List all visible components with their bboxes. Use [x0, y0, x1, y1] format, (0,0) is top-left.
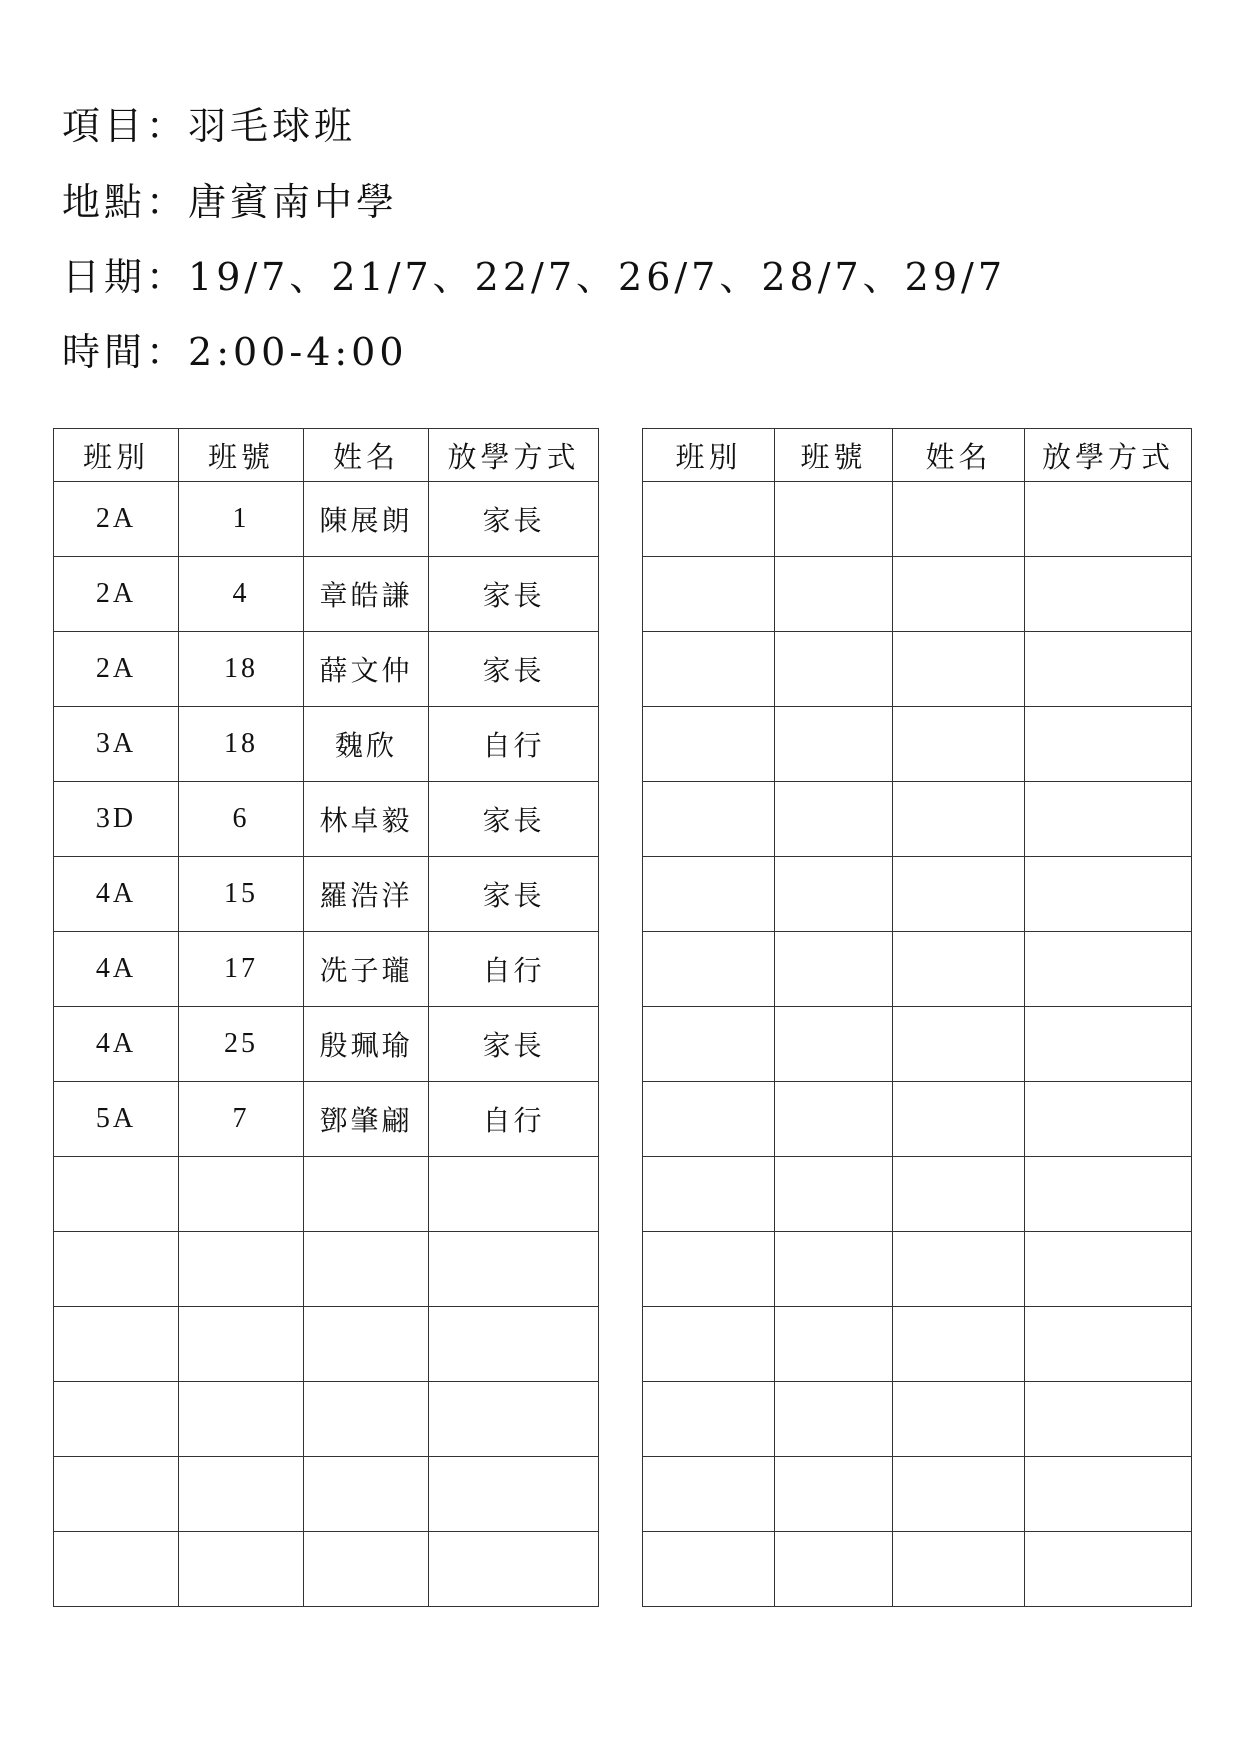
- table-row: [643, 707, 1192, 782]
- cell-name: [893, 1457, 1025, 1532]
- cell-class-number: [775, 1007, 893, 1082]
- cell-dismissal: [429, 1232, 599, 1307]
- cell-dismissal: [1025, 1532, 1192, 1607]
- table-row: [54, 1082, 599, 1157]
- cell-dismissal: 家長: [429, 557, 599, 632]
- cell-class-number: [179, 1532, 304, 1607]
- cell-dismissal: [429, 1457, 599, 1532]
- cell-name: [893, 857, 1025, 932]
- cell-name: 冼子瓏: [304, 932, 429, 1007]
- cell-class-number: [179, 1232, 304, 1307]
- cell-name: [893, 1532, 1025, 1607]
- cell-class: [54, 1232, 179, 1307]
- cell-class: [643, 1157, 775, 1232]
- table-row: [54, 1382, 599, 1457]
- cell-class-number: 1: [179, 482, 304, 557]
- cell-class-number: [775, 632, 893, 707]
- project-value: 羽毛球班: [188, 104, 357, 148]
- cell-class: [54, 1532, 179, 1607]
- cell-name: 章皓謙: [304, 557, 429, 632]
- table-row: [643, 932, 1192, 1007]
- cell-class-number: [775, 1082, 893, 1157]
- cell-dismissal: [429, 1157, 599, 1232]
- cell-class: [643, 1007, 775, 1082]
- table-row: [643, 1307, 1192, 1382]
- cell-class: [643, 707, 775, 782]
- table-row: [643, 632, 1192, 707]
- table-header-row: [54, 429, 599, 482]
- location-label: 地點：: [62, 180, 189, 224]
- cell-class: [643, 557, 775, 632]
- header-class: 班別: [54, 429, 179, 482]
- table-row: [54, 707, 599, 782]
- project-label: 項目：: [62, 104, 189, 148]
- cell-dismissal: 家長: [429, 857, 599, 932]
- table-row: [54, 932, 599, 1007]
- table-row: [643, 1457, 1192, 1532]
- cell-class-number: [775, 1532, 893, 1607]
- table-row: [643, 1157, 1192, 1232]
- cell-class-number: [775, 1382, 893, 1457]
- cell-class: 4A: [54, 1007, 179, 1082]
- cell-dismissal: [1025, 1082, 1192, 1157]
- cell-name: [893, 707, 1025, 782]
- cell-class: [54, 1157, 179, 1232]
- cell-dismissal: [1025, 632, 1192, 707]
- cell-class-number: 15: [179, 857, 304, 932]
- cell-name: [893, 632, 1025, 707]
- cell-dismissal: [1025, 1382, 1192, 1457]
- cell-name: [893, 932, 1025, 1007]
- table-row: [54, 482, 599, 557]
- cell-class-number: 4: [179, 557, 304, 632]
- table-row: [54, 782, 599, 857]
- cell-class: 2A: [54, 482, 179, 557]
- table-row: [54, 1232, 599, 1307]
- cell-dismissal: [1025, 707, 1192, 782]
- cell-name: [304, 1157, 429, 1232]
- cell-class-number: [775, 1307, 893, 1382]
- cell-class: [643, 1532, 775, 1607]
- cell-dismissal: [429, 1307, 599, 1382]
- cell-name: 薛文仲: [304, 632, 429, 707]
- cell-class-number: 7: [179, 1082, 304, 1157]
- header-dismissal: 放學方式: [429, 429, 599, 482]
- cell-name: [304, 1532, 429, 1607]
- cell-dismissal: 家長: [429, 632, 599, 707]
- cell-name: [304, 1457, 429, 1532]
- dates-line: [62, 255, 1007, 299]
- location-line: [62, 180, 399, 224]
- cell-class: 4A: [54, 857, 179, 932]
- table-row: [54, 1457, 599, 1532]
- cell-class-number: [179, 1157, 304, 1232]
- cell-dismissal: [429, 1382, 599, 1457]
- cell-class-number: [775, 932, 893, 1007]
- cell-dismissal: [1025, 932, 1192, 1007]
- cell-name: 殷珮瑜: [304, 1007, 429, 1082]
- table-row: [643, 1532, 1192, 1607]
- cell-dismissal: [1025, 1457, 1192, 1532]
- cell-class: [643, 632, 775, 707]
- cell-class-number: [775, 782, 893, 857]
- cell-class-number: 18: [179, 707, 304, 782]
- table-row: [643, 482, 1192, 557]
- cell-class-number: [179, 1307, 304, 1382]
- header-class-number: 班號: [775, 429, 893, 482]
- cell-dismissal: [429, 1532, 599, 1607]
- cell-class: [643, 857, 775, 932]
- time-value: 2:00-4:00: [188, 330, 408, 374]
- cell-class: [643, 1232, 775, 1307]
- cell-dismissal: [1025, 557, 1192, 632]
- cell-class: 3D: [54, 782, 179, 857]
- cell-dismissal: [1025, 1007, 1192, 1082]
- cell-name: [893, 482, 1025, 557]
- table-row: [643, 1082, 1192, 1157]
- cell-class: [643, 932, 775, 1007]
- table-row: [643, 1382, 1192, 1457]
- cell-class-number: [179, 1457, 304, 1532]
- table-row: [54, 1007, 599, 1082]
- cell-name: [893, 1157, 1025, 1232]
- cell-dismissal: 家長: [429, 482, 599, 557]
- cell-name: 陳展朗: [304, 482, 429, 557]
- table-row: [54, 1307, 599, 1382]
- cell-dismissal: [1025, 1307, 1192, 1382]
- header-class-number: 班號: [179, 429, 304, 482]
- cell-dismissal: [1025, 482, 1192, 557]
- cell-dismissal: [1025, 1232, 1192, 1307]
- student-roster-table-left: [53, 428, 599, 1607]
- cell-dismissal: 自行: [429, 932, 599, 1007]
- cell-dismissal: 家長: [429, 782, 599, 857]
- cell-name: [893, 1232, 1025, 1307]
- cell-name: [893, 1307, 1025, 1382]
- cell-class: [643, 1307, 775, 1382]
- cell-class-number: [775, 707, 893, 782]
- header-name: 姓名: [893, 429, 1025, 482]
- cell-name: 羅浩洋: [304, 857, 429, 932]
- cell-class-number: 18: [179, 632, 304, 707]
- dates-label: 日期：: [62, 255, 189, 299]
- table-row: [643, 857, 1192, 932]
- cell-class-number: [775, 857, 893, 932]
- cell-class: [643, 482, 775, 557]
- cell-class-number: [775, 1157, 893, 1232]
- cell-class-number: [775, 1457, 893, 1532]
- cell-dismissal: [1025, 857, 1192, 932]
- student-roster-table-right: [642, 428, 1192, 1607]
- cell-class: [54, 1382, 179, 1457]
- table-row: [54, 557, 599, 632]
- cell-class-number: [775, 1232, 893, 1307]
- cell-name: [893, 1007, 1025, 1082]
- cell-class-number: 6: [179, 782, 304, 857]
- cell-name: 鄧肇翩: [304, 1082, 429, 1157]
- cell-class: [643, 1382, 775, 1457]
- cell-class-number: 25: [179, 1007, 304, 1082]
- table-row: [643, 782, 1192, 857]
- cell-name: [304, 1307, 429, 1382]
- cell-dismissal: [1025, 1157, 1192, 1232]
- cell-class: [643, 782, 775, 857]
- cell-class-number: [775, 557, 893, 632]
- header-name: 姓名: [304, 429, 429, 482]
- table-row: [54, 1157, 599, 1232]
- dates-value: 19/7、21/7、22/7、26/7、28/7、29/7: [188, 255, 1007, 299]
- table-header-row: [643, 429, 1192, 482]
- project-line: [62, 104, 357, 148]
- table-row: [643, 1232, 1192, 1307]
- cell-name: [893, 1382, 1025, 1457]
- cell-name: [304, 1232, 429, 1307]
- header-class: 班別: [643, 429, 775, 482]
- cell-dismissal: 家長: [429, 1007, 599, 1082]
- cell-class: 5A: [54, 1082, 179, 1157]
- table-row: [54, 857, 599, 932]
- cell-class-number: 17: [179, 932, 304, 1007]
- time-label: 時間：: [62, 330, 189, 374]
- cell-name: [893, 557, 1025, 632]
- header-dismissal: 放學方式: [1025, 429, 1192, 482]
- cell-class: 2A: [54, 632, 179, 707]
- location-value: 唐賓南中學: [188, 180, 399, 224]
- cell-dismissal: 自行: [429, 707, 599, 782]
- cell-class-number: [775, 482, 893, 557]
- cell-name: 林卓毅: [304, 782, 429, 857]
- cell-class: 3A: [54, 707, 179, 782]
- table-row: [643, 557, 1192, 632]
- table-row: [54, 1532, 599, 1607]
- cell-dismissal: 自行: [429, 1082, 599, 1157]
- cell-class: [54, 1457, 179, 1532]
- cell-name: 魏欣: [304, 707, 429, 782]
- cell-name: [304, 1382, 429, 1457]
- cell-class-number: [179, 1382, 304, 1457]
- cell-name: [893, 782, 1025, 857]
- cell-class: 2A: [54, 557, 179, 632]
- time-line: [62, 330, 408, 374]
- cell-class: [643, 1457, 775, 1532]
- cell-dismissal: [1025, 782, 1192, 857]
- cell-class: 4A: [54, 932, 179, 1007]
- table-row: [643, 1007, 1192, 1082]
- cell-class: [643, 1082, 775, 1157]
- cell-class: [54, 1307, 179, 1382]
- cell-name: [893, 1082, 1025, 1157]
- table-row: [54, 632, 599, 707]
